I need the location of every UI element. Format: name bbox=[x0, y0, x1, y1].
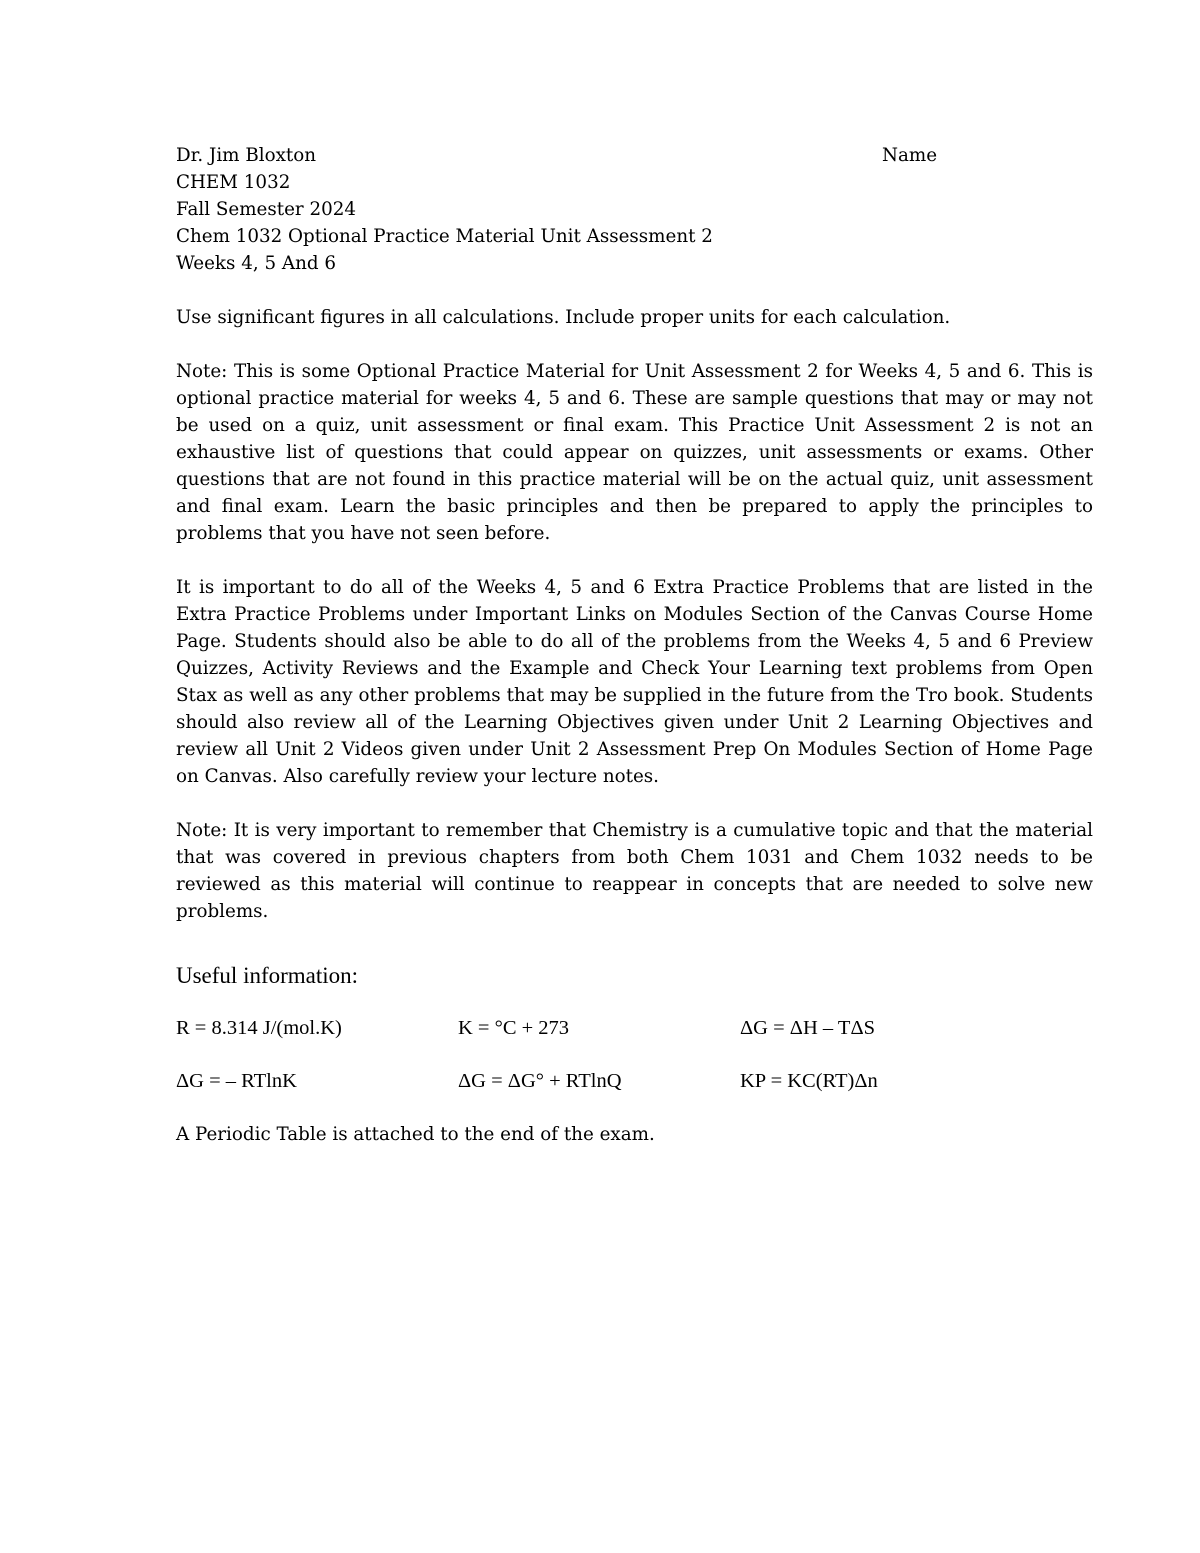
student-name-label: Name bbox=[882, 145, 938, 166]
weeks-covered: Weeks 4, 5 And 6 bbox=[176, 253, 337, 274]
formula-row-1 bbox=[176, 1015, 1093, 1042]
paragraph-optional-note: Note: This is some Optional Practice Material for Unit Assessment 2 for Weeks 4, 5 and 6. This is optional practice material for weeks 4, 5 and 6. These are sample questions that may or may not be used on a quiz, unit assessment or final exam. This Practice Unit Assessment 2 is not an exhaustive list of questions that could appear on quizzes, unit assessments or exams. Other questions that are not found in this practice material will be on the actual quiz, unit assessment and final exam. Learn the basic principles and then be prepared to apply the principles to problems that you have not seen before. bbox=[176, 361, 1093, 544]
formula-row-2 bbox=[176, 1068, 1093, 1095]
useful-information-heading: Useful information: bbox=[176, 963, 359, 988]
formula-kelvin: K = °C + 273 bbox=[458, 1017, 570, 1039]
formula-gibbs: ΔG = ΔH – TΔS bbox=[740, 1017, 876, 1039]
document-content bbox=[176, 142, 1093, 1148]
instructor-name: Dr. Jim Bloxton bbox=[176, 145, 317, 166]
course-code: CHEM 1032 bbox=[176, 172, 291, 193]
document-title: Chem 1032 Optional Practice Material Unit Assessment 2 bbox=[176, 226, 713, 247]
paragraph-cumulative-note: Note: It is very important to remember that Chemistry is a cumulative topic and that the material that was covered in previous chapters from both Chem 1031 and Chem 1032 needs to be reviewed as this material will continue to reappear in concepts that are needed to solve new problems. bbox=[176, 820, 1093, 922]
formula-gas-constant: R = 8.314 J/(mol.K) bbox=[176, 1017, 342, 1039]
formula-kp-kc: KP = KC(RT)Δn bbox=[740, 1070, 878, 1092]
periodic-table-note: A Periodic Table is attached to the end of the exam. bbox=[176, 1124, 655, 1145]
document-header bbox=[176, 142, 1093, 277]
semester: Fall Semester 2024 bbox=[176, 199, 356, 220]
paragraph-extra-practice: It is important to do all of the Weeks 4, 5 and 6 Extra Practice Problems that are listed in the Extra Practice Problems under Important Links on Modules Section of the Canvas Course Home Page. Students should also be able to do all of the problems from the Weeks 4, 5 and 6 Preview Quizzes, Activity Reviews and the Example and Check Your Learning text problems from Open Stax as well as any other problems that may be supplied in the future from the Tro book. Students should also review all of the Learning Objectives given under Unit 2 Learning Objectives and review all Unit 2 Videos given under Unit 2 Assessment Prep On Modules Section of Home Page on Canvas. Also carefully review your lecture notes. bbox=[176, 577, 1093, 787]
formula-reaction-quotient: ΔG = ΔG° + RTlnQ bbox=[458, 1070, 622, 1092]
formula-equilibrium-constant: ΔG = – RTlnK bbox=[176, 1070, 297, 1092]
instructions-text: Use significant figures in all calculations. Include proper units for each calculation. bbox=[176, 307, 951, 328]
